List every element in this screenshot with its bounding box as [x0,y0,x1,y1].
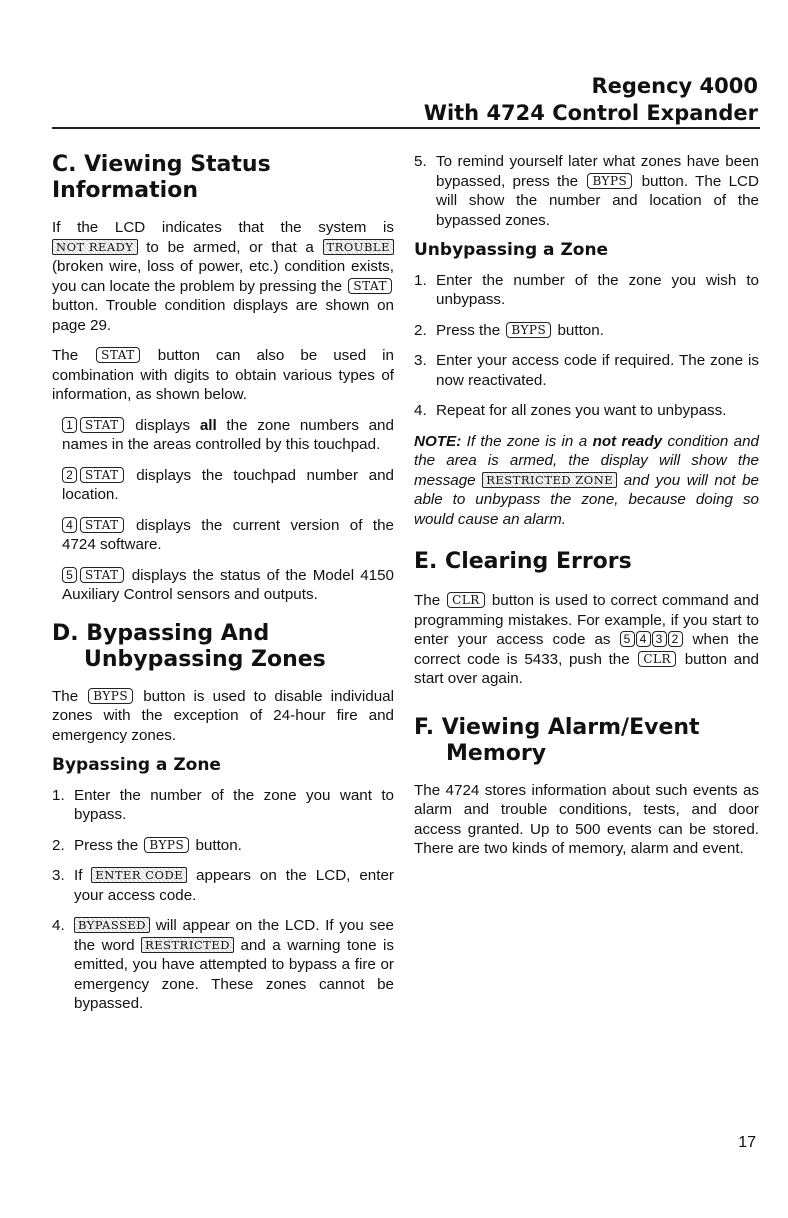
section-d-paragraph-1: The BYPS button is used to disable individual zones with the exception of 24-hour fire and emergency zones. [52,687,394,744]
document-title: Regency 4000 [591,74,758,98]
clr-key: CLR [638,651,676,667]
unbypass-step-1: 1. Enter the number of the zone you wish to unbypass. [414,271,759,308]
stat-key: STAT [80,517,124,533]
section-d-heading: D. Bypassing And Unbypassing Zones [52,620,326,672]
byps-key: BYPS [144,837,189,853]
stat-option-2: 2 STAT displays the touchpad number and location. [62,466,394,503]
bypass-steps-continued [414,152,759,230]
bypass-step-2: 2. Press the BYPS button. [52,836,242,854]
stat-key: STAT [348,278,392,294]
clr-key: CLR [447,592,485,608]
lcd-restricted: RESTRICTED [141,937,234,953]
unbypass-step-4: 4. Repeat for all zones you want to unbypass. [414,402,727,419]
note-paragraph: NOTE: If the zone is in a not ready condition and the area is armed, the display will show the message RESTRICTED ZONE and you will not be able to unbypass the zone, because doing so would cause an alarm. [414,432,759,528]
digit-key-4: 4 [636,631,651,647]
digit-key-5: 5 [62,567,77,583]
digit-key-1: 1 [62,417,77,433]
section-e-paragraph: The CLR button is used to correct command and programming mistakes. For example, if you start to enter your access code as 5 4 3 2 when the correct code is 5433, push the CLR button and start over again. [414,592,759,687]
section-c-paragraph-2: The STAT button can also be used in combination with digits to obtain various types of information, as shown below. [52,347,394,403]
lcd-restricted-zone: RESTRICTED ZONE [482,472,617,488]
digit-key-2: 2 [668,631,683,647]
unbypass-step-3: 3. Enter your access code if required. The zone is now reactivated. [414,352,759,389]
bypass-step-5: 5. To remind yourself later what zones have been bypassed, press the BYPS button. The LCD will show the number and location of the bypassed zones. [414,153,759,229]
stat-option-5: 5 STAT displays the status of the Model 4150 Auxiliary Control sensors and outputs. [62,566,394,603]
digit-key-5: 5 [620,631,635,647]
digit-key-4: 4 [62,517,77,533]
section-f-paragraph: The 4724 stores information about such events as alarm and trouble conditions, tests, and door access granted. Up to 500 events can be stored. There are two kinds of memory, alarm and event. [414,781,759,857]
section-e-heading: E. Clearing Errors [414,549,632,574]
right-column [414,152,759,870]
stat-key: STAT [80,467,124,483]
bypass-step-3: 3. If ENTER CODE appears on the LCD, enter your access code. [52,867,394,904]
stat-key: STAT [80,567,124,583]
digit-key-3: 3 [652,631,667,647]
document-subtitle: With 4724 Control Expander [423,101,758,125]
unbypass-step-2: 2. Press the BYPS button. [414,321,604,339]
stat-key: STAT [96,347,140,363]
lcd-trouble: TROUBLE [323,239,394,255]
left-column [52,152,394,1025]
unbypass-steps [414,271,759,421]
digit-key-2: 2 [62,467,77,483]
section-f-heading: F. Viewing Alarm/Event Memory [414,714,700,766]
byps-key: BYPS [506,322,551,338]
section-c-heading: C. Viewing Status Information [52,152,271,203]
page-number: 17 [738,1134,756,1151]
bypass-step-4: 4. BYPASSED will appear on the LCD. If you see the word RESTRICTED and a warning tone is emitted, you have attempted to bypass a fire or emergency zone. These zones cannot be bypassed. [52,917,394,1012]
stat-key: STAT [80,417,124,433]
bypass-step-1: 1. Enter the number of the zone you want to bypass. [52,786,394,823]
header-rule [52,127,760,129]
byps-key: BYPS [587,173,632,189]
lcd-not-ready: NOT READY [52,239,138,255]
section-c-paragraph-1: If the LCD indicates that the system is NOT READY to be armed, or that a TROUBLE (broken wire, loss of power, etc.) condition exists, you can locate the problem by pressing the STAT button. Trouble condition displays are shown on page 29. [52,219,394,334]
bypassing-subheading: Bypassing a Zone [52,755,221,775]
lcd-bypassed: BYPASSED [74,917,150,933]
stat-option-4: 4 STAT displays the current version of the 4724 software. [62,516,394,553]
lcd-enter-code: ENTER CODE [91,867,187,883]
unbypassing-subheading: Unbypassing a Zone [414,240,609,260]
byps-key: BYPS [88,688,133,704]
stat-option-1: 1 STAT displays all the zone numbers and names in the areas controlled by this touchpad. [62,416,394,453]
bypass-steps [52,786,394,1014]
